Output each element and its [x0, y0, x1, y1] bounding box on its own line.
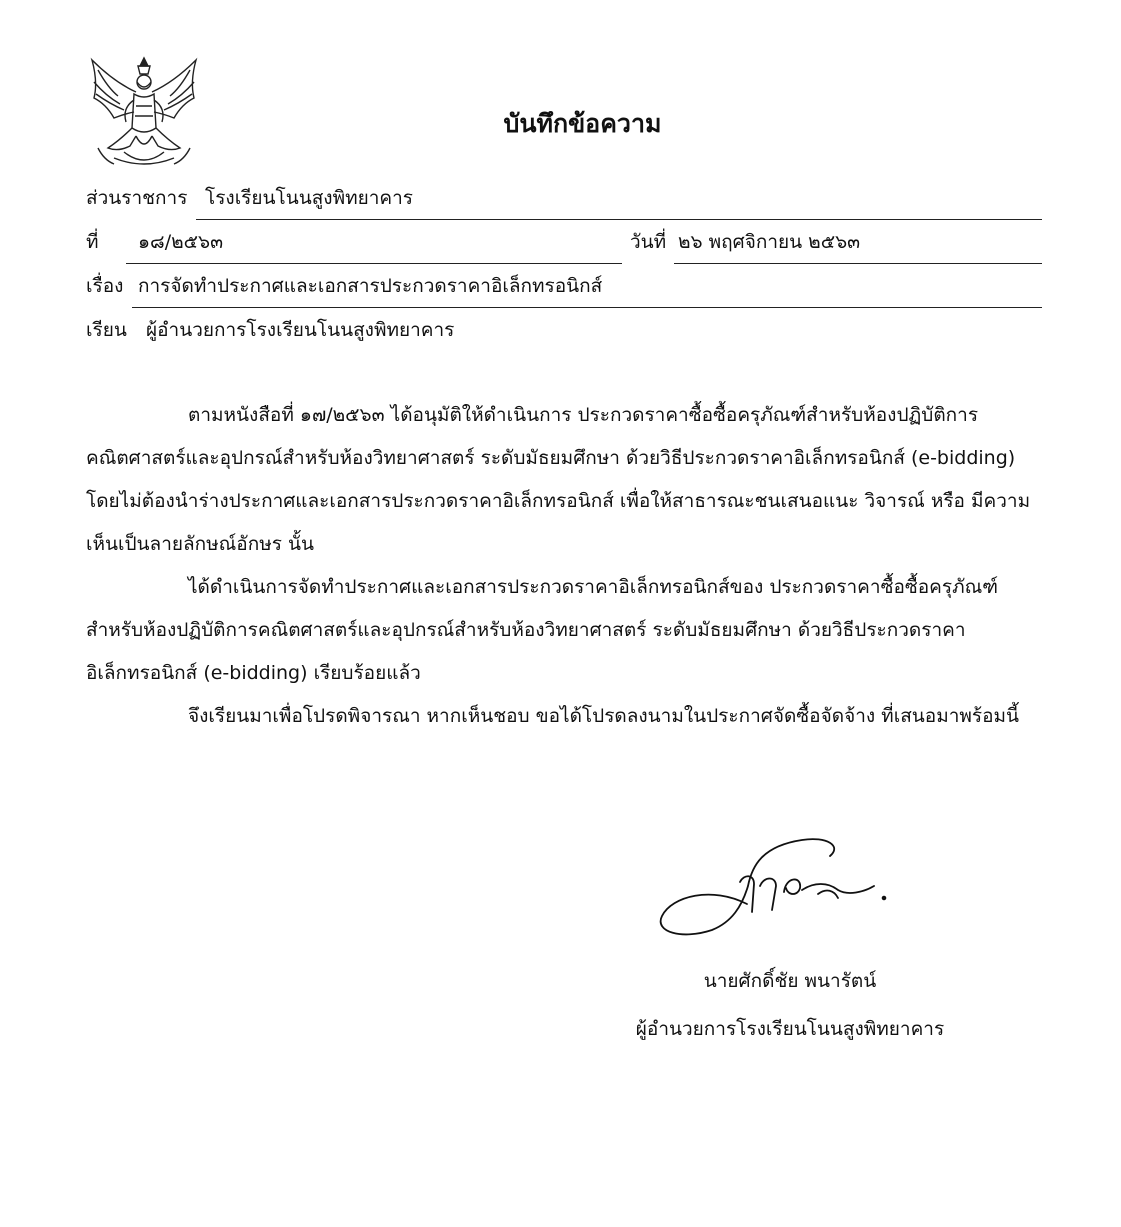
- handwritten-signature: [652, 826, 902, 946]
- body-paragraph-1: ตามหนังสือที่ ๑๗/๒๕๖๓ ได้อนุมัติให้ดำเนินการ ประกวดราคาซื้อซื้อครุภัณฑ์สำหรับห้องปฏิบัติการคณิตศาสตร์และอุปกรณ์สำหรับห้องวิทยาศาสตร์ ระดับมัธยมศึกษา ด้วยวิธีประกวดราคาอิเล็กทรอนิกส์ (e-bidding) โดยไม่ต้องนำร่างประกาศและเอกสารประกวดราคาอิเล็กทรอนิกส์ เพื่อให้สาธารณะชนเสนอแนะ วิจารณ์ หรือ มีความเห็นเป็นลายลักษณ์อักษร นั้น: [86, 404, 1031, 555]
- ref-label: ที่: [86, 231, 99, 253]
- department-label: ส่วนราชการ: [86, 187, 188, 209]
- signatory-name: นายศักดิ์ชัย พนารัตน์: [703, 970, 877, 992]
- to-label: เรียน: [86, 319, 127, 341]
- subject-label: เรื่อง: [86, 275, 124, 297]
- memo-body: [86, 394, 1046, 738]
- page-title: บันทึกข้อความ: [503, 109, 662, 138]
- date-label: วันที่: [630, 231, 667, 253]
- department-underline: [196, 219, 1042, 220]
- body-paragraph-3: จึงเรียนมาเพื่อโปรดพิจารณา หากเห็นชอบ ขอได้โปรดลงนามในประกาศจัดซื้อจัดจ้าง ที่เสนอมาพร้อมนี้: [188, 705, 1020, 727]
- subject-value: การจัดทำประกาศและเอกสารประกวดราคาอิเล็กทรอนิกส์: [138, 275, 603, 297]
- body-paragraph-2: ได้ดำเนินการจัดทำประกาศและเอกสารประกวดราคาอิเล็กทรอนิกส์ของ ประกวดราคาซื้อซื้อครุภัณฑ์สำหรับห้องปฏิบัติการคณิตศาสตร์และอุปกรณ์สำหรับห้องวิทยาศาสตร์ ระดับมัธยมศึกษา ด้วยวิธีประกวดราคาอิเล็กทรอนิกส์ (e-bidding) เรียบร้อยแล้ว: [86, 576, 999, 684]
- date-value: ๒๖ พฤศจิกายน ๒๕๖๓: [678, 231, 861, 253]
- ref-number: ๑๘/๒๕๖๓: [138, 231, 224, 253]
- to-value: ผู้อำนวยการโรงเรียนโนนสูงพิทยาคาร: [146, 319, 455, 341]
- date-underline: [674, 263, 1042, 264]
- department-row: [86, 184, 187, 212]
- ref-underline: [126, 263, 622, 264]
- subject-underline: [132, 307, 1042, 308]
- department-value: โรงเรียนโนนสูงพิทยาคาร: [205, 187, 413, 209]
- signatory-position: ผู้อำนวยการโรงเรียนโนนสูงพิทยาคาร: [635, 1018, 945, 1040]
